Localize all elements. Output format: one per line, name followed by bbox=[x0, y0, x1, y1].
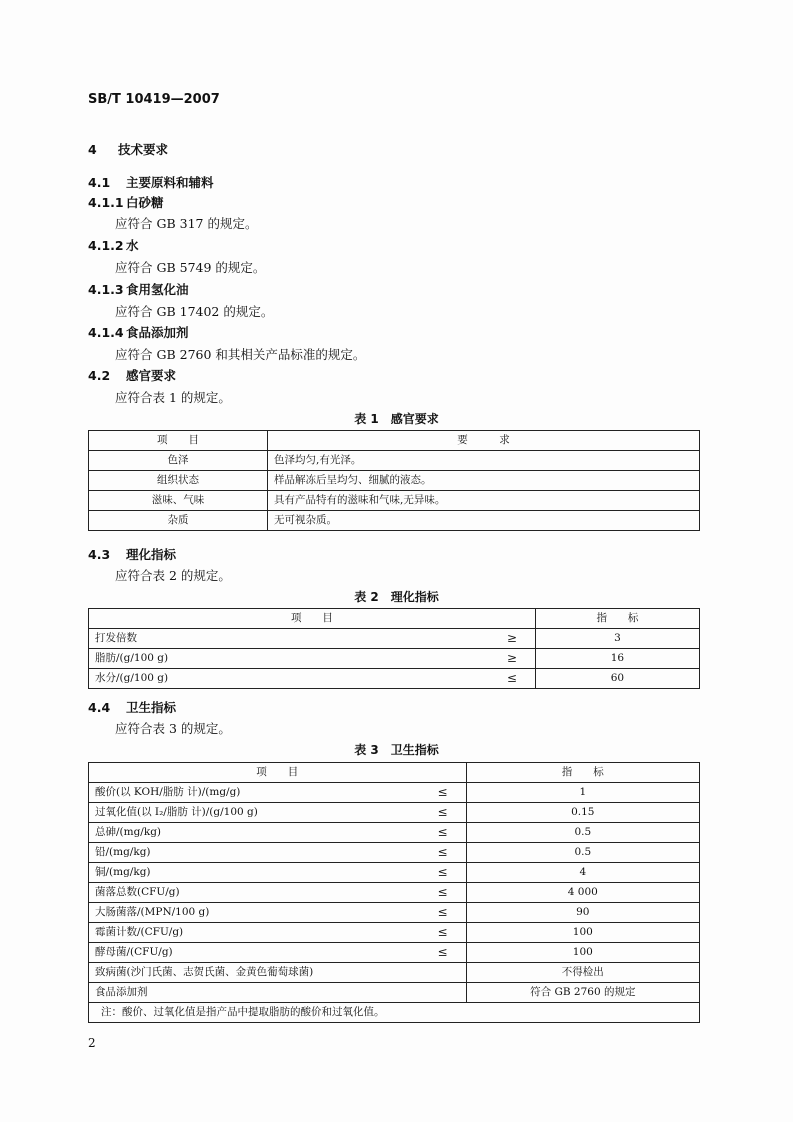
table-cell: 大肠菌落/(MPN/100 g) bbox=[89, 903, 332, 923]
page-number: 2 bbox=[88, 1036, 96, 1050]
table-row bbox=[89, 629, 700, 649]
table-cell: 不得检出 bbox=[466, 963, 699, 983]
section-title: 卫生指标 bbox=[126, 700, 177, 715]
table-cell: 水分/(g/100 g) bbox=[89, 669, 332, 689]
section-number: 4.2 bbox=[88, 368, 111, 383]
table-row bbox=[89, 669, 700, 689]
table-row bbox=[89, 823, 700, 843]
table-cell: 铜/(mg/kg) bbox=[89, 863, 332, 883]
table-cell: 过氧化值(以 I₂/脂肪 计)/(g/100 g) bbox=[89, 803, 332, 823]
table-2-caption: 表 2 理化指标 bbox=[354, 590, 439, 604]
table-cell: 食品添加剂 bbox=[89, 983, 467, 1003]
section-4-1-2-text: 应符合 GB 5749 的规定。 bbox=[115, 260, 266, 275]
table-header-cell: 项 目 bbox=[89, 431, 268, 451]
table-row bbox=[89, 649, 700, 669]
table-row bbox=[89, 491, 700, 511]
table-cell: 致病菌(沙门氏菌、志贺氏菌、金黄色葡萄球菌) bbox=[89, 963, 467, 983]
table-cell: 4 000 bbox=[466, 883, 699, 903]
table-cell: 滋味、气味 bbox=[89, 491, 268, 511]
section-4-1-heading bbox=[88, 173, 214, 191]
section-4-heading bbox=[88, 140, 168, 158]
table-cell: 色泽均匀,有光泽。 bbox=[268, 451, 700, 471]
table-note: 注：酸价、过氧化值是指产品中提取脂肪的酸价和过氧化值。 bbox=[89, 1003, 700, 1023]
table-cell: 4 bbox=[466, 863, 699, 883]
section-title: 食品添加剂 bbox=[126, 325, 189, 340]
table-cell: 杂质 bbox=[89, 511, 268, 531]
table-header-cell: 指 标 bbox=[466, 763, 699, 783]
table-header-cell: 项 目 bbox=[89, 609, 536, 629]
section-4-3-text: 应符合表 2 的规定。 bbox=[115, 568, 231, 583]
table-row bbox=[89, 923, 700, 943]
comparison-symbol: ≤ bbox=[331, 803, 466, 823]
section-title: 水 bbox=[126, 238, 139, 253]
table-cell: 打发倍数 bbox=[89, 629, 332, 649]
section-title: 理化指标 bbox=[126, 547, 177, 562]
table-header-row bbox=[89, 431, 700, 451]
table-cell: 具有产品特有的滋味和气味,无异味。 bbox=[268, 491, 700, 511]
table-cell: 0.15 bbox=[466, 803, 699, 823]
table-cell: 组织状态 bbox=[89, 471, 268, 491]
table-cell: 100 bbox=[466, 923, 699, 943]
table-cell: 色泽 bbox=[89, 451, 268, 471]
table-cell: 霉菌计数/(CFU/g) bbox=[89, 923, 332, 943]
section-4-1-1-text: 应符合 GB 317 的规定。 bbox=[115, 216, 258, 231]
comparison-symbol: ≤ bbox=[331, 883, 466, 903]
section-number: 4.1.3 bbox=[88, 282, 124, 297]
table-cell: 0.5 bbox=[466, 843, 699, 863]
table-row bbox=[89, 943, 700, 963]
table-row bbox=[89, 783, 700, 803]
section-number: 4.4 bbox=[88, 700, 111, 715]
table-cell: 0.5 bbox=[466, 823, 699, 843]
section-title: 主要原料和辅料 bbox=[126, 175, 214, 190]
comparison-symbol: ≥ bbox=[331, 629, 535, 649]
table-header-cell: 要 求 bbox=[268, 431, 700, 451]
section-title: 食用氢化油 bbox=[126, 282, 189, 297]
table-row bbox=[89, 803, 700, 823]
section-title: 白砂糖 bbox=[126, 195, 164, 210]
section-4-2-heading bbox=[88, 366, 176, 384]
comparison-symbol: ≤ bbox=[331, 863, 466, 883]
comparison-symbol: ≤ bbox=[331, 669, 535, 689]
table-cell: 3 bbox=[535, 629, 699, 649]
section-number: 4.1.2 bbox=[88, 238, 124, 253]
table-cell: 酸价(以 KOH/脂肪 计)/(mg/g) bbox=[89, 783, 332, 803]
table-header-cell: 指 标 bbox=[535, 609, 699, 629]
table-row bbox=[89, 903, 700, 923]
comparison-symbol: ≤ bbox=[331, 943, 466, 963]
table-1-sensory bbox=[88, 430, 700, 531]
table-cell: 酵母菌/(CFU/g) bbox=[89, 943, 332, 963]
table-cell: 90 bbox=[466, 903, 699, 923]
table-row bbox=[89, 883, 700, 903]
section-4-2-text: 应符合表 1 的规定。 bbox=[115, 390, 231, 405]
section-number: 4.3 bbox=[88, 547, 111, 562]
section-number: 4.1.1 bbox=[88, 195, 124, 210]
comparison-symbol: ≤ bbox=[331, 823, 466, 843]
table-row bbox=[89, 963, 700, 983]
section-4-1-3-heading bbox=[88, 280, 189, 298]
table-2-physicochemical bbox=[88, 608, 700, 689]
section-title: 技术要求 bbox=[118, 142, 169, 157]
comparison-symbol: ≤ bbox=[331, 843, 466, 863]
table-row bbox=[89, 471, 700, 491]
table-cell: 无可视杂质。 bbox=[268, 511, 700, 531]
table-cell: 100 bbox=[466, 943, 699, 963]
table-row bbox=[89, 511, 700, 531]
table-header-row bbox=[89, 763, 700, 783]
table-note-row bbox=[89, 1003, 700, 1023]
table-3-hygiene bbox=[88, 762, 700, 1023]
table-cell: 样品解冻后呈均匀、细腻的液态。 bbox=[268, 471, 700, 491]
table-cell: 菌落总数(CFU/g) bbox=[89, 883, 332, 903]
section-4-1-1-heading bbox=[88, 193, 164, 211]
table-header-row bbox=[89, 609, 700, 629]
comparison-symbol: ≥ bbox=[331, 649, 535, 669]
section-4-1-3-text: 应符合 GB 17402 的规定。 bbox=[115, 304, 274, 319]
document-header: SB/T 10419—2007 bbox=[88, 92, 220, 107]
section-4-1-2-heading bbox=[88, 236, 139, 254]
table-1-caption: 表 1 感官要求 bbox=[354, 412, 439, 426]
section-4-4-text: 应符合表 3 的规定。 bbox=[115, 721, 231, 736]
table-cell: 铅/(mg/kg) bbox=[89, 843, 332, 863]
table-cell: 脂肪/(g/100 g) bbox=[89, 649, 332, 669]
table-cell: 符合 GB 2760 的规定 bbox=[466, 983, 699, 1003]
table-row bbox=[89, 863, 700, 883]
table-row bbox=[89, 451, 700, 471]
section-4-3-heading bbox=[88, 545, 176, 563]
section-number: 4 bbox=[88, 142, 97, 157]
table-header-cell: 项 目 bbox=[89, 763, 467, 783]
section-4-4-heading bbox=[88, 698, 176, 716]
table-cell: 1 bbox=[466, 783, 699, 803]
comparison-symbol: ≤ bbox=[331, 903, 466, 923]
table-cell: 60 bbox=[535, 669, 699, 689]
comparison-symbol: ≤ bbox=[331, 923, 466, 943]
table-cell: 总砷/(mg/kg) bbox=[89, 823, 332, 843]
table-3-caption: 表 3 卫生指标 bbox=[354, 743, 439, 757]
table-cell: 16 bbox=[535, 649, 699, 669]
section-title: 感官要求 bbox=[126, 368, 177, 383]
section-number: 4.1.4 bbox=[88, 325, 124, 340]
table-row bbox=[89, 983, 700, 1003]
table-row bbox=[89, 843, 700, 863]
section-4-1-4-text: 应符合 GB 2760 和其相关产品标准的规定。 bbox=[115, 347, 366, 362]
section-4-1-4-heading bbox=[88, 323, 189, 341]
section-number: 4.1 bbox=[88, 175, 111, 190]
comparison-symbol: ≤ bbox=[331, 783, 466, 803]
